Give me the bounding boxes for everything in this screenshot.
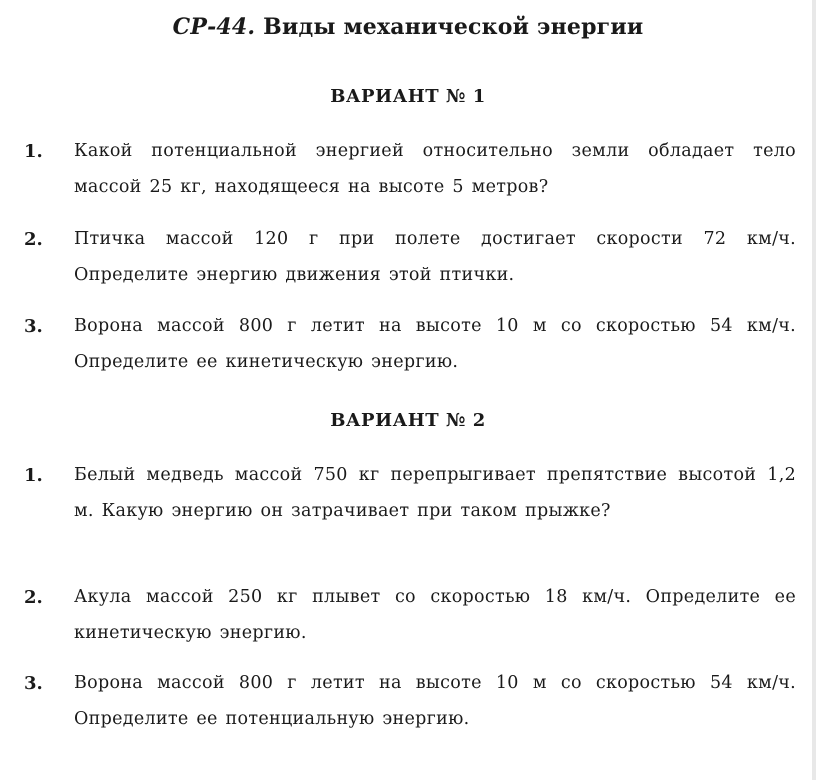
task-text: Белый медведь массой 750 кг перепрыгивает препятствие высотой 1,2 м. Какую энергию он затрачивает при таком прыжке? [74, 465, 796, 521]
task-number: 2. [24, 587, 43, 608]
task-number: 1. [24, 141, 43, 162]
task-number: 3. [24, 316, 43, 337]
task-number: 3. [24, 673, 43, 694]
task-text: Какой потенциальной энергией относительно земли обладает тело массой 25 кг, находящееся на высоте 5 метров? [74, 141, 796, 197]
page-title [0, 14, 816, 40]
variant-1-task-3 [24, 316, 796, 380]
task-number: 1. [24, 465, 43, 486]
worksheet-title: Виды механической энергии [263, 14, 644, 40]
task-number: 2. [24, 229, 43, 250]
task-text: Ворона массой 800 г летит на высоте 10 м со скоростью 54 км/ч. Определите ее потенциальную энергию. [74, 673, 796, 729]
worksheet-code: СР-44. [172, 14, 256, 40]
variant-2-heading: ВАРИАНТ № 2 [330, 410, 486, 431]
variant-2-task-1 [24, 465, 796, 529]
variant-1-task-1 [24, 141, 796, 205]
task-text: Птичка массой 120 г при полете достигает скорости 72 км/ч. Определите энергию движения этой птички. [74, 229, 796, 285]
variant-2-task-2 [24, 587, 796, 651]
task-text: Ворона массой 800 г летит на высоте 10 м со скоростью 54 км/ч. Определите ее кинетическую энергию. [74, 316, 796, 372]
variant-2-task-3 [24, 673, 796, 737]
variant-1-task-2 [24, 229, 796, 293]
variant-1-heading: ВАРИАНТ № 1 [330, 86, 486, 107]
task-text: Акула массой 250 кг плывет со скоростью 18 км/ч. Определите ее кинетическую энергию. [74, 587, 796, 643]
page-edge [812, 0, 816, 780]
